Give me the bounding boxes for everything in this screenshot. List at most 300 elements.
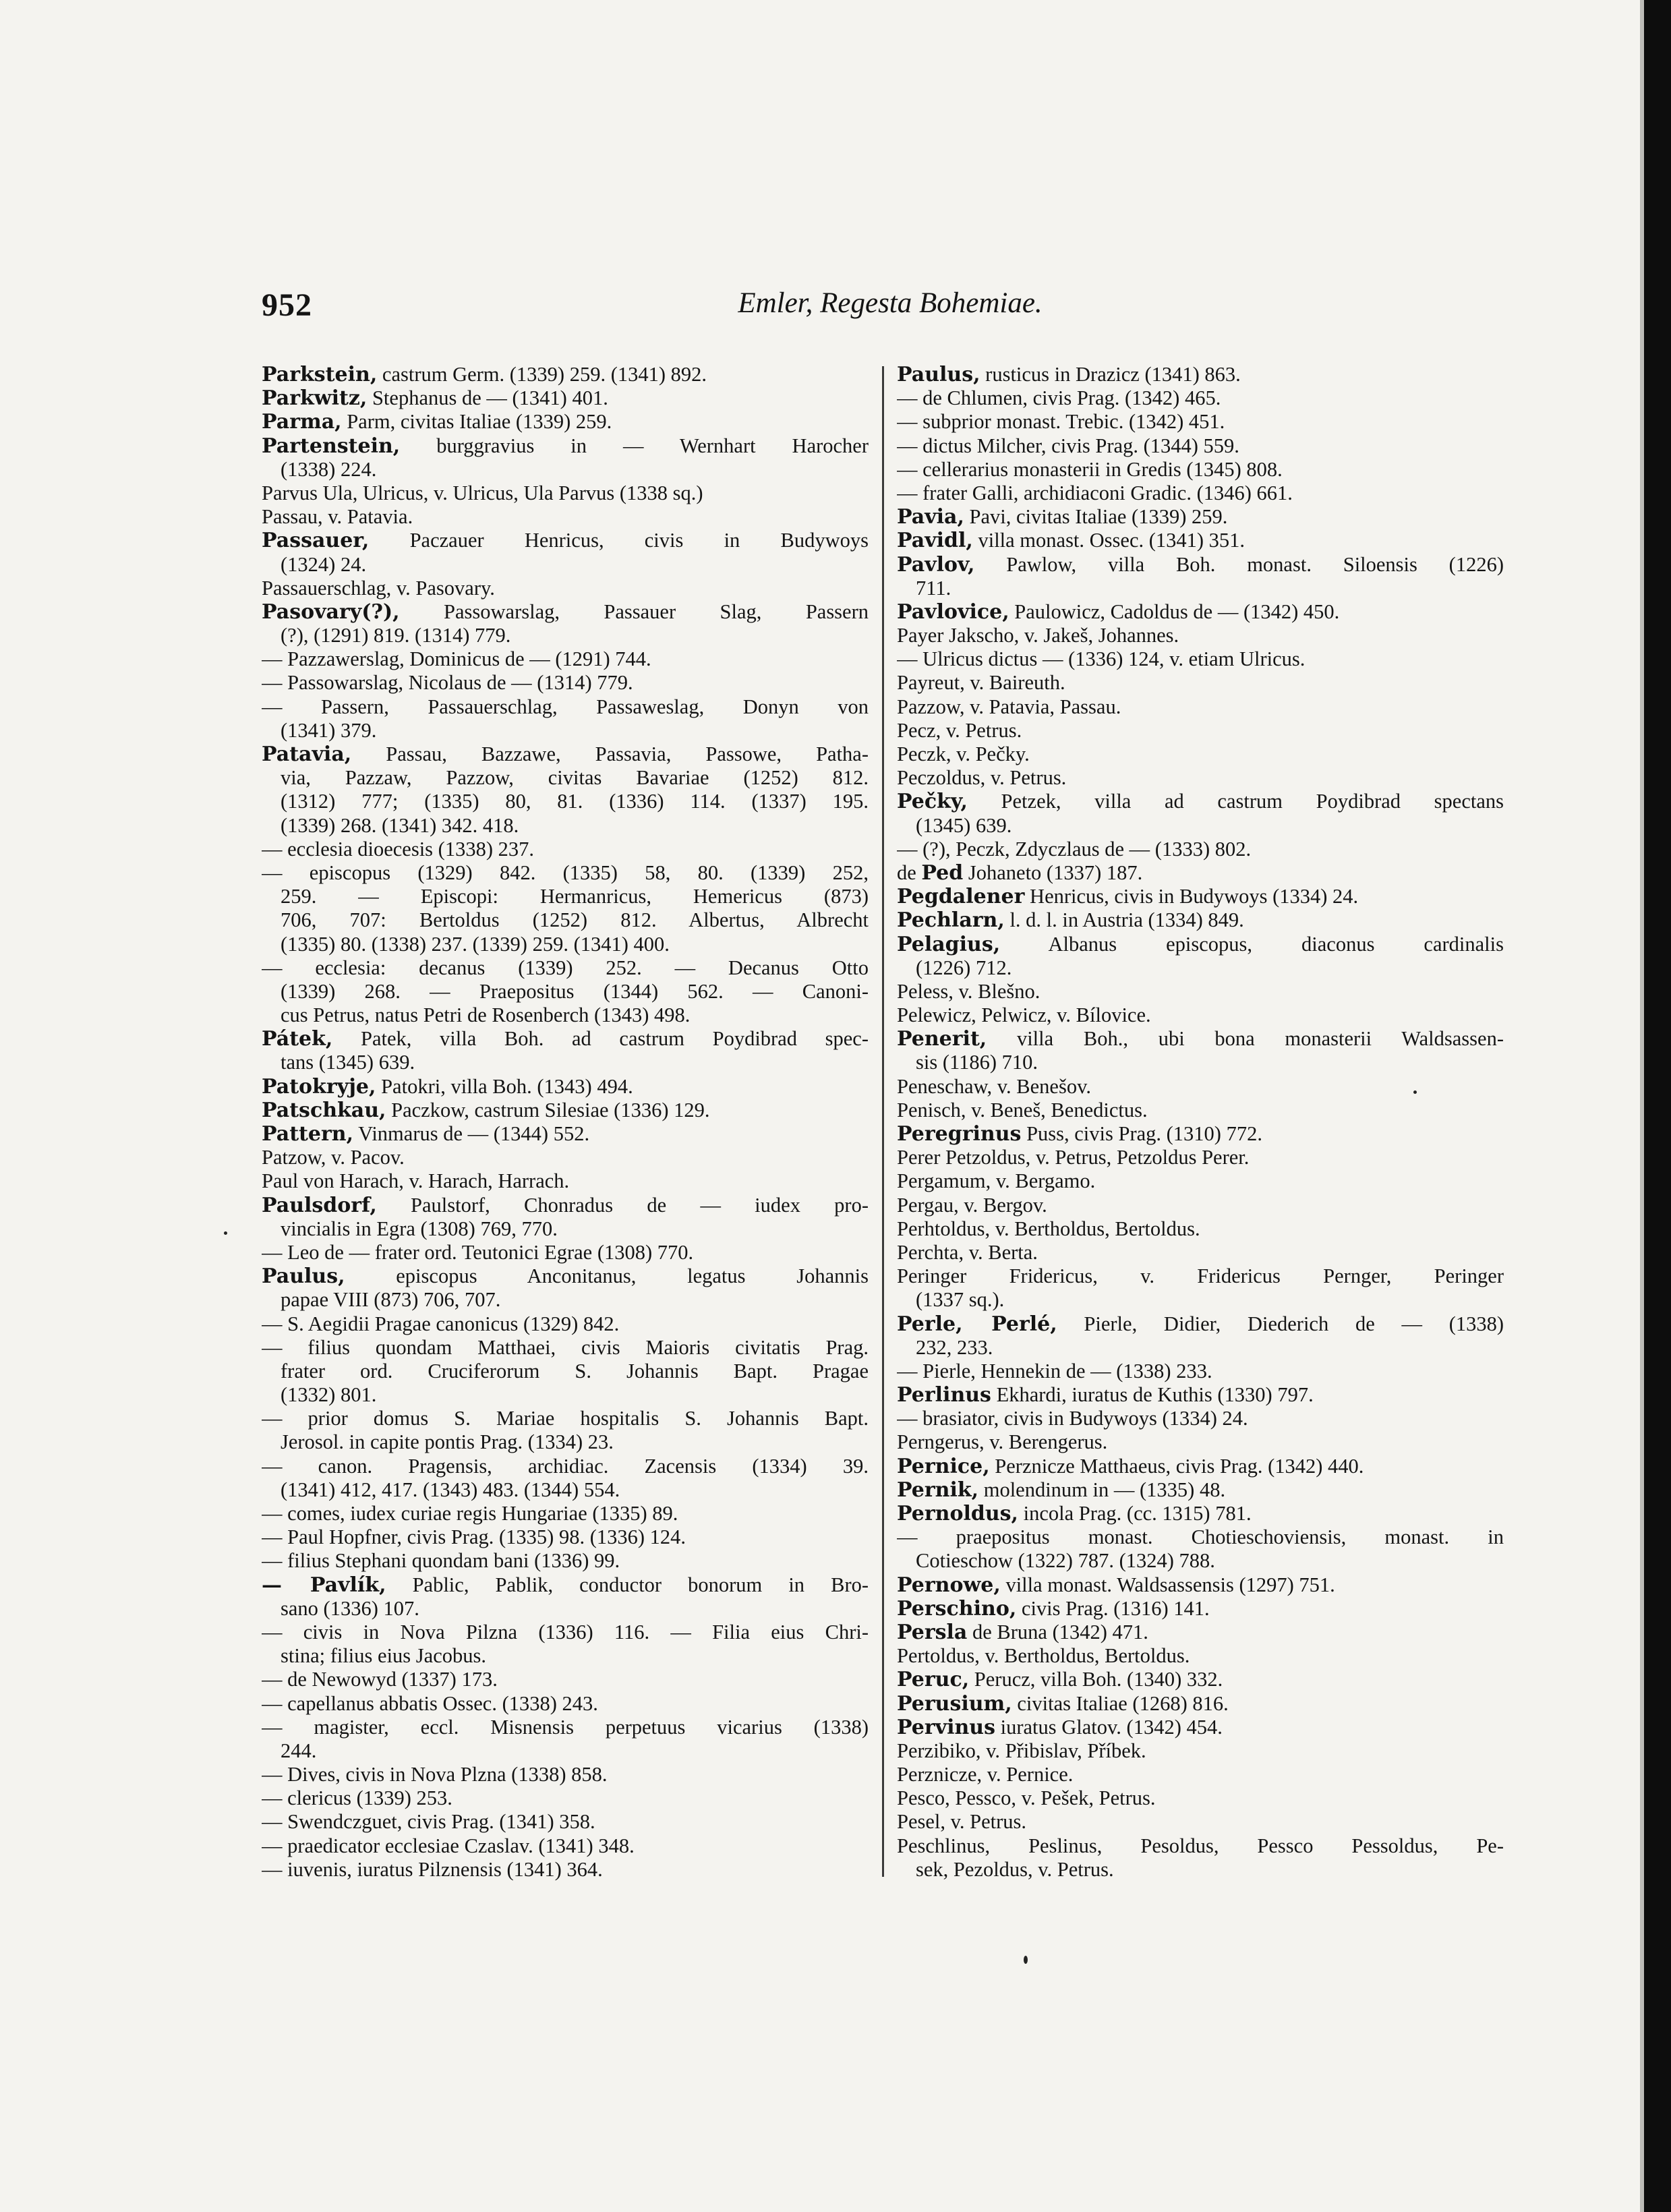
entry-text: — Ulricus dictus — (1336) 124, v. etiam Ulricus. <box>897 647 1306 671</box>
entry-text: Albanus episcopus, diaconus cardinalis <box>1000 932 1504 956</box>
index-line <box>897 577 1504 600</box>
index-line <box>897 1099 1504 1122</box>
entry-headword: Parkstein, <box>262 363 378 386</box>
entry-text: Passowarslag, Passauer Slag, Passern <box>399 600 869 623</box>
entry-text: Perngerus, v. Berengerus. <box>897 1430 1108 1454</box>
index-line <box>897 1194 1504 1217</box>
index-line <box>897 458 1504 482</box>
entry-text: — Pazzawerslag, Dominicus de — (1291) 744. <box>262 647 651 671</box>
index-line <box>262 1834 869 1858</box>
entry-text: Pergau, v. Bergov. <box>897 1193 1047 1217</box>
index-line <box>897 766 1504 790</box>
entry-headword: Pechlarn, <box>897 908 1005 933</box>
index-line <box>897 1810 1504 1834</box>
entry-headword: Perusium, <box>897 1691 1012 1716</box>
entry-headword: Paulsdorf, <box>262 1193 377 1217</box>
entry-text: vincialis in Egra (1308) 769, 770. <box>281 1217 558 1240</box>
index-entry <box>262 600 869 624</box>
entry-text: 244. <box>281 1739 317 1762</box>
entry-text: Parm, civitas Italiae (1339) 259. <box>341 410 612 434</box>
entry-headword: Pátek, <box>262 1027 333 1051</box>
index-entry <box>897 933 1504 956</box>
index-line <box>262 1217 869 1241</box>
entry-headword: Peregrinus <box>897 1122 1022 1146</box>
entry-headword: Pavia, <box>897 505 964 529</box>
index-entry <box>897 1621 1504 1644</box>
entry-text: civis Prag. (1316) 141. <box>1016 1596 1210 1620</box>
entry-text: molendinum in — (1335) 48. <box>978 1478 1226 1501</box>
entry-headword: Pernoldus, <box>897 1502 1018 1525</box>
index-line <box>262 1430 869 1454</box>
entry-text: — canon. Pragensis, archidiac. Zacensis (1334) 39. <box>262 1454 869 1478</box>
index-entry <box>897 1502 1504 1525</box>
index-line <box>262 1525 869 1549</box>
entry-text: Payer Jakscho, v. Jakeš, Johannes. <box>897 624 1179 647</box>
entry-headword: Parkwitz, <box>262 386 368 411</box>
index-line <box>262 1336 869 1360</box>
index-line <box>262 1763 869 1786</box>
entry-text: (1335) 80. (1338) 237. (1339) 259. (1341) 400. <box>281 932 670 956</box>
index-entry <box>897 1716 1504 1739</box>
entry-text: — filius Stephani quondam bani (1336) 99. <box>262 1549 620 1573</box>
entry-headword: — Pavlík, <box>262 1573 386 1597</box>
index-line <box>262 671 869 695</box>
entry-text: — filius quondam Matthaei, civis Maioris civitatis Prag. <box>262 1335 869 1359</box>
index-line <box>262 1407 869 1430</box>
entry-headword: Perlinus <box>897 1383 991 1407</box>
entry-text: Parvus Ula, Ulricus, v. Ulricus, Ula Parvus (1338 sq.) <box>262 481 703 504</box>
index-line <box>897 1264 1504 1288</box>
index-entry <box>262 386 869 410</box>
entry-text: (1332) 801. <box>281 1383 377 1407</box>
entry-headword: Ped <box>921 861 964 885</box>
index-line <box>262 1288 869 1312</box>
index-line <box>262 1668 869 1691</box>
index-entry <box>897 363 1504 386</box>
entry-text: Paulstorf, Chonradus de — iudex pro- <box>376 1193 869 1217</box>
entry-text: — prior domus S. Mariae hospitalis S. Johannis Bapt. <box>262 1407 869 1430</box>
entry-text: — dictus Milcher, civis Prag. (1344) 559. <box>897 434 1239 457</box>
entry-text: Paulowicz, Cadoldus de — (1342) 450. <box>1009 600 1340 623</box>
entry-text: — civis in Nova Pilzna (1336) 116. — Filia eius Chri- <box>262 1620 869 1643</box>
index-entry <box>262 1075 869 1099</box>
index-line <box>262 1786 869 1810</box>
entry-text: l. d. l. in Austria (1334) 849. <box>1004 908 1244 932</box>
index-line <box>262 1597 869 1621</box>
entry-text: Peneschaw, v. Benešov. <box>897 1074 1091 1098</box>
index-line <box>262 980 869 1003</box>
index-line <box>262 1360 869 1383</box>
entry-headword: Pečky, <box>897 790 968 814</box>
entry-text: (1324) 24. <box>281 552 367 576</box>
entry-headword: Pervinus <box>897 1715 995 1739</box>
scan-border <box>1644 0 1671 2212</box>
entry-text: — Pierle, Hennekin de — (1338) 233. <box>897 1359 1212 1382</box>
index-line <box>262 1644 869 1668</box>
index-line <box>897 1360 1504 1383</box>
entry-text: Pawlow, villa Boh. monast. Siloensis (1226) <box>974 552 1504 576</box>
entry-text: Stephanus de — (1341) 401. <box>367 386 608 410</box>
scan-speck <box>1024 1956 1028 1964</box>
index-line <box>262 1502 869 1525</box>
entry-text: civitas Italiae (1268) 816. <box>1012 1691 1229 1715</box>
entry-headword: Patschkau, <box>262 1098 386 1122</box>
entry-text: stina; filius eius Jacobus. <box>281 1644 486 1668</box>
entry-text: Pierle, Didier, Diederich de — (1338) <box>1057 1312 1504 1335</box>
entry-text: Patek, villa Boh. ad castrum Poydibrad spec- <box>332 1027 869 1051</box>
entry-text: (1338) 224. <box>281 457 377 481</box>
entry-text: Peczk, v. Pečky. <box>897 743 1030 765</box>
entry-text: — episcopus (1329) 842. (1335) 58, 80. (1339) 252, <box>262 861 869 884</box>
index-line <box>262 1051 869 1074</box>
index-entry <box>897 1312 1504 1336</box>
entry-text: — cellerarius monasterii in Gredis (1345) 808. <box>897 457 1283 481</box>
index-entry <box>897 1027 1504 1051</box>
entry-text: — S. Aegidii Pragae canonicus (1329) 842. <box>262 1312 620 1335</box>
entry-text: (1337 sq.). <box>916 1288 1005 1312</box>
entry-headword: Pelagius, <box>897 932 1001 956</box>
index-line <box>262 553 869 577</box>
entry-text: — de Newowyd (1337) 173. <box>262 1668 498 1691</box>
index-line <box>262 695 869 719</box>
entry-text: Jerosol. in capite pontis Prag. (1334) 23. <box>281 1430 614 1454</box>
entry-text: Peringer Fridericus, v. Fridericus Pernger, Peringer <box>897 1264 1504 1288</box>
entry-text: (1345) 639. <box>916 813 1012 837</box>
index-line <box>262 719 869 743</box>
entry-text: rusticus in Drazicz (1341) 863. <box>980 363 1241 386</box>
entry-text: Passauerschlag, v. Pasovary. <box>262 576 495 600</box>
index-entry <box>262 1099 869 1122</box>
entry-text: castrum Germ. (1339) 259. (1341) 892. <box>377 363 707 386</box>
entry-text: Petzek, villa ad castrum Poydibrad spectans <box>967 790 1504 813</box>
entry-text: villa Boh., ubi bona monasterii Waldsassen- <box>987 1027 1504 1051</box>
index-line <box>897 1786 1504 1810</box>
entry-text: Peczoldus, v. Petrus. <box>897 766 1067 790</box>
entry-text: Perer Petzoldus, v. Petrus, Petzoldus Perer. <box>897 1146 1250 1169</box>
entry-headword: Penerit, <box>897 1027 987 1051</box>
entry-text: — Passern, Passauerschlag, Passaweslag, Donyn von <box>262 695 869 718</box>
index-line <box>262 647 869 671</box>
entry-text: Cotieschow (1322) 787. (1324) 788. <box>916 1549 1215 1573</box>
entry-text: Pelewicz, Pelwicz, v. Bílovice. <box>897 1003 1151 1027</box>
index-line <box>897 814 1504 838</box>
entry-text: (1226) 712. <box>916 956 1012 979</box>
index-line <box>262 1241 869 1264</box>
entry-text: 706, 707: Bertoldus (1252) 812. Albertus, Albrecht <box>281 908 869 932</box>
index-line <box>897 980 1504 1003</box>
entry-text: Paczkow, castrum Silesiae (1336) 129. <box>386 1098 710 1122</box>
index-entry <box>262 1194 869 1217</box>
index-line <box>897 1858 1504 1882</box>
entry-text: villa monast. Waldsassensis (1297) 751. <box>1000 1573 1335 1596</box>
entry-text: sis (1186) 710. <box>916 1051 1038 1074</box>
entry-text: Pergamum, v. Bergamo. <box>897 1169 1096 1193</box>
index-entry <box>897 885 1504 908</box>
right-index-column <box>897 363 1504 1882</box>
entry-text: Pavi, civitas Italiae (1339) 259. <box>964 505 1228 529</box>
entry-headword: Pegdalener <box>897 885 1025 909</box>
entry-text: Pertoldus, v. Bertholdus, Bertoldus. <box>897 1644 1190 1668</box>
index-line <box>897 1834 1504 1858</box>
entry-text: — ecclesia dioecesis (1338) 237. <box>262 837 534 861</box>
index-line <box>897 1739 1504 1763</box>
entry-text: — magister, eccl. Misnensis perpetuus vicarius (1338) <box>262 1715 869 1739</box>
index-line <box>897 1336 1504 1360</box>
index-line <box>897 719 1504 743</box>
entry-text: iuratus Glatov. (1342) 454. <box>995 1715 1223 1739</box>
index-entry <box>897 505 1504 529</box>
entry-headword: Pasovary(?), <box>262 600 400 624</box>
index-entry <box>897 1573 1504 1597</box>
index-line <box>262 1549 869 1573</box>
entry-text: de <box>897 861 922 884</box>
index-line <box>262 1383 869 1407</box>
index-entry <box>897 790 1504 813</box>
entry-headword: Pernik, <box>897 1478 979 1502</box>
entry-headword: Pernowe, <box>897 1573 1001 1597</box>
entry-headword: Peruc, <box>897 1668 970 1692</box>
entry-text: Puss, civis Prag. (1310) 772. <box>1021 1122 1262 1145</box>
index-line <box>897 671 1504 695</box>
entry-headword: Persla <box>897 1620 968 1644</box>
entry-text: sano (1336) 107. <box>281 1596 419 1620</box>
entry-text: Vinmarus de — (1344) 552. <box>353 1122 590 1145</box>
index-line <box>897 1407 1504 1430</box>
index-entry <box>897 1597 1504 1621</box>
index-line <box>897 1288 1504 1312</box>
column-divider <box>882 366 884 1877</box>
entry-text: Pazzow, v. Patavia, Passau. <box>897 695 1121 718</box>
index-line <box>897 1644 1504 1668</box>
index-line <box>897 1075 1504 1099</box>
index-line <box>262 814 869 838</box>
entry-headword: Paulus, <box>897 363 980 386</box>
index-line <box>897 1525 1504 1549</box>
entry-text: — (?), Peczk, Zdyczlaus de — (1333) 802. <box>897 837 1252 861</box>
entry-text: de Bruna (1342) 471. <box>967 1620 1148 1643</box>
entry-headword: Partenstein, <box>262 434 401 458</box>
index-line <box>262 1739 869 1763</box>
entry-text: — Dives, civis in Nova Plzna (1338) 858. <box>262 1763 608 1786</box>
index-line <box>262 1716 869 1739</box>
entry-text: tans (1345) 639. <box>281 1051 415 1074</box>
index-entry <box>897 1455 1504 1478</box>
entry-text: Henricus, civis in Budywoys (1334) 24. <box>1024 885 1359 908</box>
entry-text: — clericus (1339) 253. <box>262 1786 452 1810</box>
entry-text: sek, Pezoldus, v. Petrus. <box>916 1857 1114 1881</box>
index-entry <box>262 1027 869 1051</box>
entry-headword: Passauer, <box>262 529 370 553</box>
entry-text: Pecz, v. Petrus. <box>897 718 1022 742</box>
index-line <box>897 956 1504 980</box>
index-line <box>897 1146 1504 1169</box>
index-line <box>262 1312 869 1336</box>
index-line <box>262 577 869 600</box>
index-line <box>262 933 869 956</box>
entry-text: — subprior monast. Trebic. (1342) 451. <box>897 410 1225 434</box>
entry-text: papae VIII (873) 706, 707. <box>281 1288 501 1312</box>
entry-headword: Perle, Perlé, <box>897 1312 1057 1336</box>
index-line <box>897 838 1504 861</box>
index-line <box>262 908 869 932</box>
entry-text: Perhtoldus, v. Bertholdus, Bertoldus. <box>897 1217 1200 1240</box>
entry-headword: Pavlov, <box>897 552 975 577</box>
index-line <box>262 458 869 482</box>
scan-speck <box>224 1231 227 1235</box>
entry-headword: Pattern, <box>262 1122 354 1146</box>
entry-headword: Parma, <box>262 410 342 434</box>
entry-headword: Paulus, <box>262 1264 345 1289</box>
index-line <box>897 624 1504 647</box>
index-entry <box>897 1122 1504 1146</box>
entry-text: — praedicator ecclesiae Czaslav. (1341) 348. <box>262 1834 635 1857</box>
index-entry <box>262 1122 869 1146</box>
index-entry <box>262 529 869 552</box>
entry-text: Perchta, v. Berta. <box>897 1240 1038 1264</box>
index-line <box>897 1003 1504 1027</box>
entry-text: (1341) 379. <box>281 718 377 742</box>
entry-text: Perucz, villa Boh. (1340) 332. <box>969 1668 1223 1691</box>
index-line <box>262 956 869 980</box>
index-line <box>262 1621 869 1644</box>
index-entry <box>897 1478 1504 1502</box>
index-line <box>262 766 869 790</box>
entry-text: 259. — Episcopi: Hermanricus, Hemericus (873) <box>281 885 869 908</box>
entry-text: — capellanus abbatis Ossec. (1338) 243. <box>262 1691 598 1715</box>
entry-text: — brasiator, civis in Budywoys (1334) 24. <box>897 1407 1248 1430</box>
entry-headword: Patokryje, <box>262 1074 376 1099</box>
index-line <box>897 695 1504 719</box>
entry-text: cus Petrus, natus Petri de Rosenberch (1343) 498. <box>281 1003 691 1027</box>
index-line <box>897 1217 1504 1241</box>
index-line <box>262 1858 869 1882</box>
entry-text: Pablic, Pablik, conductor bonorum in Bro- <box>386 1573 869 1596</box>
entry-text: (?), (1291) 819. (1314) 779. <box>281 624 511 647</box>
index-line <box>897 1051 1504 1074</box>
index-line <box>897 386 1504 410</box>
entry-text: 711. <box>916 576 951 600</box>
index-entry <box>897 600 1504 624</box>
entry-text: episcopus Anconitanus, legatus Johannis <box>345 1264 869 1288</box>
index-line <box>897 434 1504 458</box>
index-line <box>262 885 869 908</box>
running-title: Emler, Regesta Bohemiae. <box>738 287 1043 319</box>
index-line <box>897 1430 1504 1454</box>
entry-text: — iuvenis, iuratus Pilznensis (1341) 364. <box>262 1857 603 1881</box>
entry-headword: Patavia, <box>262 743 352 766</box>
entry-text: — ecclesia: decanus (1339) 252. — Decanus Otto <box>262 956 869 979</box>
entry-text: Patokri, villa Boh. (1343) 494. <box>376 1074 633 1098</box>
index-line <box>262 1810 869 1834</box>
index-line <box>262 624 869 647</box>
index-entry <box>897 1383 1504 1407</box>
index-entry <box>897 553 1504 577</box>
index-entry <box>897 1692 1504 1716</box>
entry-text: — de Chlumen, civis Prag. (1342) 465. <box>897 386 1221 410</box>
entry-text: Johaneto (1337) 187. <box>963 861 1143 884</box>
entry-headword: Pavidl, <box>897 529 973 553</box>
index-line <box>897 410 1504 434</box>
entry-text: Perznicze, v. Pernice. <box>897 1763 1074 1786</box>
entry-headword: Perschino, <box>897 1596 1017 1621</box>
entry-text: — Swendczguet, civis Prag. (1341) 358. <box>262 1810 595 1834</box>
entry-text: — comes, iudex curiae regis Hungariae (1335) 89. <box>262 1502 678 1525</box>
index-line <box>262 1169 869 1193</box>
entry-text: 232, 233. <box>916 1335 993 1359</box>
entry-text: frater ord. Cruciferorum S. Johannis Bapt. Pragae <box>281 1359 869 1382</box>
entry-text: burggravius in — Wernhart Harocher <box>400 434 869 457</box>
index-line <box>262 1003 869 1027</box>
entry-headword: Pavlovice, <box>897 600 1009 624</box>
index-entry <box>262 363 869 386</box>
index-line <box>897 482 1504 505</box>
index-line <box>897 861 1504 885</box>
entry-text: incola Prag. (cc. 1315) 781. <box>1018 1502 1252 1525</box>
index-entry <box>262 434 869 458</box>
entry-text: — Paul Hopfner, civis Prag. (1335) 98. (1336) 124. <box>262 1525 686 1549</box>
index-line <box>262 505 869 529</box>
entry-headword: Pernice, <box>897 1454 990 1478</box>
entry-text: — frater Galli, archidiaconi Gradic. (1346) 661. <box>897 481 1293 504</box>
scan-speck <box>1413 1090 1417 1094</box>
entry-text: Pesco, Pessco, v. Pešek, Petrus. <box>897 1786 1156 1810</box>
entry-text: — praepositus monast. Chotieschoviensis, monast. in <box>897 1525 1504 1549</box>
index-line <box>897 1763 1504 1786</box>
entry-text: Payreut, v. Baireuth. <box>897 671 1065 695</box>
entry-text: Paczauer Henricus, civis in Budywoys <box>369 529 869 552</box>
entry-text: villa monast. Ossec. (1341) 351. <box>972 529 1245 552</box>
index-entry <box>897 529 1504 552</box>
index-line <box>897 1241 1504 1264</box>
index-line <box>897 647 1504 671</box>
entry-text: Pesel, v. Petrus. <box>897 1810 1027 1834</box>
entry-text: Perznicze Matthaeus, civis Prag. (1342) 440. <box>989 1454 1364 1478</box>
entry-text: Peless, v. Blešno. <box>897 979 1040 1003</box>
index-entry <box>897 908 1504 932</box>
entry-text: via, Pazzaw, Pazzow, civitas Bavariae (1252) 812. <box>281 766 869 790</box>
index-line <box>262 861 869 885</box>
index-line <box>897 743 1504 766</box>
entry-text: — Passowarslag, Nicolaus de — (1314) 779. <box>262 671 633 695</box>
entry-text: Penisch, v. Beneš, Benedictus. <box>897 1098 1148 1122</box>
index-entry <box>262 1264 869 1288</box>
index-entry <box>262 1573 869 1597</box>
entry-text: Peschlinus, Peslinus, Pesoldus, Pessco Pessoldus, Pe- <box>897 1834 1504 1857</box>
entry-text: (1312) 777; (1335) 80, 81. (1336) 114. (1337) 195. <box>281 790 869 813</box>
entry-text: Paul von Harach, v. Harach, Harrach. <box>262 1169 570 1193</box>
entry-text: Patzow, v. Pacov. <box>262 1146 405 1169</box>
index-entry <box>262 743 869 766</box>
index-entry <box>897 1668 1504 1691</box>
entry-text: (1341) 412, 417. (1343) 483. (1344) 554. <box>281 1478 620 1501</box>
page-number: 952 <box>262 287 312 323</box>
index-line <box>897 1549 1504 1573</box>
entry-text: Perzibiko, v. Přibislav, Příbek. <box>897 1739 1146 1762</box>
index-line <box>262 790 869 813</box>
entry-text: Passau, Bazzawe, Passavia, Passowe, Patha- <box>351 743 869 765</box>
entry-text: — Leo de — frater ord. Teutonici Egrae (1308) 770. <box>262 1240 694 1264</box>
left-index-column <box>262 363 869 1882</box>
entry-text: (1339) 268. — Praepositus (1344) 562. — Canoni- <box>281 979 869 1003</box>
index-line <box>262 1478 869 1502</box>
index-line <box>262 482 869 505</box>
index-line <box>262 1692 869 1716</box>
entry-text: Passau, v. Patavia. <box>262 505 413 529</box>
entry-text: Ekhardi, iuratus de Kuthis (1330) 797. <box>991 1383 1314 1407</box>
index-line <box>262 1146 869 1169</box>
entry-text: (1339) 268. (1341) 342. 418. <box>281 813 519 837</box>
index-line <box>262 1455 869 1478</box>
